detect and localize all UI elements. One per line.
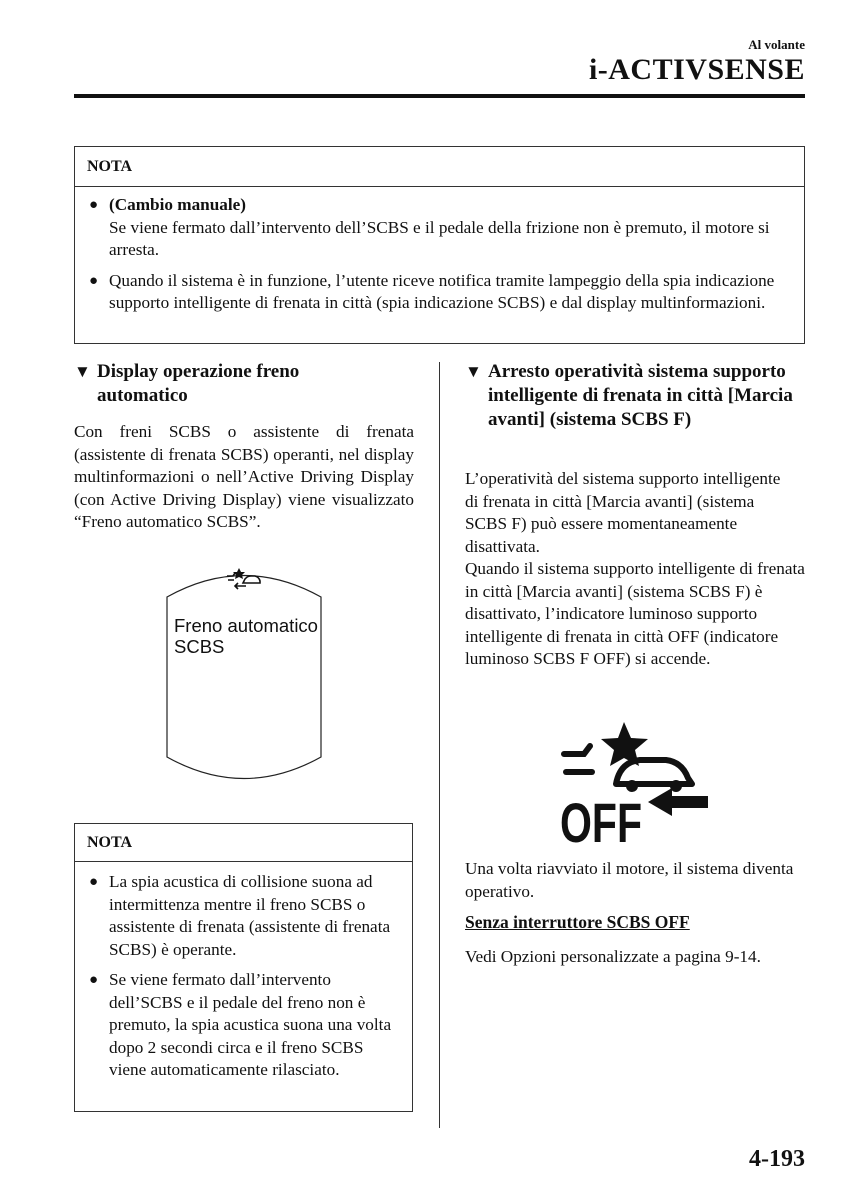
right-paragraph-4: Vedi Opzioni personalizzate a pagina 9-14. bbox=[465, 947, 761, 966]
note-heading: NOTA bbox=[75, 824, 412, 862]
triangle-marker-icon: ▼ bbox=[74, 362, 91, 381]
list-item bbox=[87, 270, 792, 315]
display-message-line1: Freno automatico bbox=[174, 615, 318, 636]
display-message bbox=[174, 615, 318, 657]
scbs-off-indicator-icon bbox=[560, 718, 712, 846]
left-paragraph: Con freni SCBS o assistente di frenata (assistente di frenata SCBS) operanti, nel display multinformazioni o nell’Active Driving Display (con Active Driving Display) viene visualizzato “Freno automatico SCBS”. bbox=[74, 422, 414, 531]
triangle-marker-icon: ▼ bbox=[465, 362, 482, 381]
right-paragraph-3: Una volta riavviato il motore, il sistema diventa operativo. bbox=[465, 859, 794, 901]
subheading: Senza interruttore SCBS OFF bbox=[465, 912, 690, 932]
note-item-text: Se viene fermato dall’intervento dell’SCBS e il pedale del freno non è premuto, la spia acustica suona una volta dopo 2 secondi circa e il freno SCBS viene automaticamente rilasciato. bbox=[109, 970, 392, 1079]
display-message-line2: SCBS bbox=[174, 636, 225, 657]
bullet-icon: ● bbox=[89, 272, 99, 289]
right-paragraph-2: Quando il sistema supporto intelligente di frenata in città [Marcia avanti] (sistema SCBS F) è disattivato, l’indicatore luminoso supporto intelligente di frenata in città OFF (indicatore luminoso SCBS F OFF) si accende. bbox=[465, 559, 805, 668]
note-item-text: Quando il sistema è in funzione, l’utente riceve notifica tramite lampeggio della spia indicazione supporto intelligente di frenata in città (spia indicazione SCBS) e dal display multinformazioni. bbox=[109, 270, 775, 312]
section-heading-right bbox=[465, 360, 810, 432]
note-box-bottom bbox=[74, 823, 413, 1112]
header-rule bbox=[74, 94, 805, 98]
note-heading: NOTA bbox=[75, 147, 804, 187]
note-item-text: La spia acustica di collisione suona ad intermittenza mentre il freno SCBS o assistente di frenata (assistente di frenata SCBS) è operante. bbox=[109, 872, 391, 959]
off-label: OFF bbox=[560, 791, 642, 846]
page-number: 4-193 bbox=[749, 1146, 805, 1172]
section-heading-text: Display operazione freno automatico bbox=[97, 361, 300, 406]
collision-warning-icon bbox=[227, 568, 260, 589]
list-item bbox=[87, 194, 792, 262]
section-heading-text: Arresto operatività sistema supporto intelligente di frenata in città [Marcia avanti] (sistema SCBS F) bbox=[488, 361, 793, 430]
list-item bbox=[87, 969, 400, 1082]
note-item-text: Se viene fermato dall’intervento dell’SCBS e il pedale della frizione non è premuto, il motore si arresta. bbox=[109, 217, 770, 259]
note-body bbox=[75, 187, 804, 315]
right-paragraph-1: L’operatività del sistema supporto intelligente di frenata in città [Marcia avanti] (sistema SCBS F) può essere momentaneamente disattivata. bbox=[465, 469, 781, 556]
page-title: i-ACTIVSENSE bbox=[588, 53, 805, 86]
note-item-bold-label: (Cambio manuale) bbox=[109, 195, 247, 214]
display-screen-illustration bbox=[166, 562, 322, 792]
bullet-icon: ● bbox=[89, 972, 99, 988]
list-item bbox=[87, 871, 400, 961]
bullet-icon: ● bbox=[89, 197, 99, 213]
section-heading-left bbox=[74, 360, 374, 408]
note-box-top bbox=[74, 146, 805, 344]
column-divider bbox=[439, 362, 440, 1128]
header-section-label: Al volante bbox=[748, 37, 805, 52]
note-body bbox=[75, 862, 412, 1082]
bullet-icon: ● bbox=[89, 874, 99, 890]
